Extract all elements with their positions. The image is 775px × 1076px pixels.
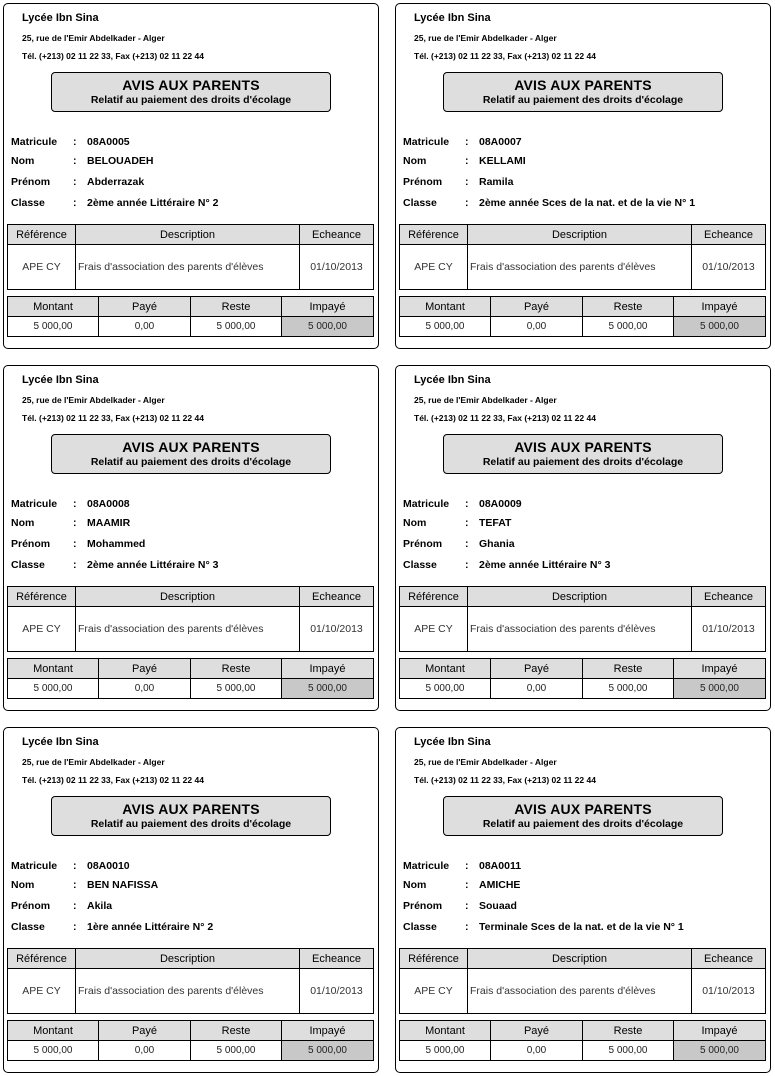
table-row [8, 1041, 374, 1061]
montant-cell: 5 000,00 [8, 1041, 99, 1061]
echeance-header: Echeance [692, 225, 766, 245]
amount-table [399, 1020, 766, 1061]
school-address: 25, rue de l'Emir Abdelkader - Alger [414, 757, 557, 767]
paye-cell: 0,00 [99, 317, 191, 337]
description-header: Description [76, 225, 300, 245]
matricule-label: Matricule [403, 498, 450, 510]
impaye-cell: 5 000,00 [674, 1041, 766, 1061]
amount-table [7, 658, 374, 699]
nom-label: Nom [11, 517, 35, 529]
nom-value: AMICHE [479, 879, 521, 891]
impaye-header: Impayé [282, 297, 374, 317]
prenom-value: Abderrazak [87, 176, 145, 188]
notice-card [3, 727, 379, 1073]
colon: : [465, 197, 469, 209]
notice-subtitle: Relatif au paiement des droits d'écolage [482, 94, 684, 106]
colon: : [73, 900, 77, 912]
matricule-value: 08A0008 [87, 498, 130, 510]
classe-value: 2ème année Sces de la nat. et de la vie N° 1 [479, 197, 696, 209]
reste-cell: 5 000,00 [191, 1041, 282, 1061]
table-header-row [8, 949, 374, 969]
colon: : [73, 498, 77, 510]
colon: : [73, 155, 77, 167]
reste-header: Reste [583, 659, 674, 679]
echeance-header: Echeance [300, 949, 374, 969]
montant-header: Montant [400, 659, 491, 679]
paye-cell: 0,00 [491, 1041, 583, 1061]
matricule-value: 08A0007 [479, 136, 522, 148]
reste-cell: 5 000,00 [583, 679, 674, 699]
school-name: Lycée Ibn Sina [414, 736, 491, 748]
fee-description-table [7, 224, 374, 290]
reference-cell: APE CY [8, 245, 76, 290]
reste-header: Reste [191, 297, 282, 317]
classe-label: Classe [403, 921, 437, 933]
nom-label: Nom [403, 155, 427, 167]
school-phone: Tél. (+213) 02 11 22 33, Fax (+213) 02 11 22 44 [414, 413, 596, 423]
school-phone: Tél. (+213) 02 11 22 33, Fax (+213) 02 11 22 44 [414, 775, 596, 785]
colon: : [465, 136, 469, 148]
table-row [8, 969, 374, 1014]
echeance-cell: 01/10/2013 [300, 969, 374, 1014]
matricule-label: Matricule [403, 136, 450, 148]
notice-title: AVIS AUX PARENTS [514, 801, 652, 817]
nom-label: Nom [11, 155, 35, 167]
paye-header: Payé [99, 297, 191, 317]
amount-table [399, 658, 766, 699]
montant-cell: 5 000,00 [400, 317, 491, 337]
classe-label: Classe [11, 197, 45, 209]
reference-cell: APE CY [400, 245, 468, 290]
impaye-header: Impayé [674, 297, 766, 317]
table-row [400, 317, 766, 337]
reference-cell: APE CY [400, 607, 468, 652]
prenom-value: Ramila [479, 176, 514, 188]
colon: : [465, 155, 469, 167]
impaye-cell: 5 000,00 [282, 1041, 374, 1061]
colon: : [73, 197, 77, 209]
colon: : [73, 136, 77, 148]
notice-card [395, 365, 771, 711]
table-row [8, 245, 374, 290]
impaye-header: Impayé [674, 1021, 766, 1041]
colon: : [73, 921, 77, 933]
echeance-cell: 01/10/2013 [300, 245, 374, 290]
table-row [8, 679, 374, 699]
nom-value: KELLAMI [479, 155, 526, 167]
paye-header: Payé [491, 297, 583, 317]
notice-card [395, 727, 771, 1073]
prenom-value: Ghania [479, 538, 515, 550]
nom-label: Nom [403, 517, 427, 529]
colon: : [465, 498, 469, 510]
nom-label: Nom [11, 879, 35, 891]
table-row [8, 317, 374, 337]
montant-cell: 5 000,00 [8, 679, 99, 699]
montant-header: Montant [8, 659, 99, 679]
table-header-row [400, 587, 766, 607]
notice-banner [51, 796, 331, 836]
notice-subtitle: Relatif au paiement des droits d'écolage [90, 456, 292, 468]
notice-banner [443, 434, 723, 474]
reste-header: Reste [191, 659, 282, 679]
fee-description-table [7, 948, 374, 1014]
notice-title: AVIS AUX PARENTS [514, 439, 652, 455]
classe-value: 2ème année Littéraire N° 3 [479, 559, 611, 571]
description-header: Description [76, 949, 300, 969]
colon: : [73, 879, 77, 891]
description-header: Description [76, 587, 300, 607]
notice-card [3, 365, 379, 711]
matricule-value: 08A0009 [479, 498, 522, 510]
impaye-cell: 5 000,00 [282, 317, 374, 337]
colon: : [465, 517, 469, 529]
montant-header: Montant [400, 297, 491, 317]
table-header-row [400, 297, 766, 317]
classe-value: Terminale Sces de la nat. et de la vie N° 1 [479, 921, 684, 933]
colon: : [465, 559, 469, 571]
reste-header: Reste [191, 1021, 282, 1041]
reste-cell: 5 000,00 [583, 317, 674, 337]
table-header-row [8, 587, 374, 607]
fee-description-table [399, 948, 766, 1014]
prenom-label: Prénom [11, 176, 51, 188]
colon: : [465, 879, 469, 891]
matricule-value: 08A0010 [87, 860, 130, 872]
notice-subtitle: Relatif au paiement des droits d'écolage [90, 94, 292, 106]
school-name: Lycée Ibn Sina [414, 12, 491, 24]
table-row [400, 679, 766, 699]
table-row [400, 1041, 766, 1061]
notice-subtitle: Relatif au paiement des droits d'écolage [90, 818, 292, 830]
montant-cell: 5 000,00 [400, 679, 491, 699]
description-cell: Frais d'association des parents d'élèves [76, 607, 300, 652]
school-phone: Tél. (+213) 02 11 22 33, Fax (+213) 02 11 22 44 [22, 413, 204, 423]
paye-cell: 0,00 [99, 1041, 191, 1061]
table-header-row [8, 297, 374, 317]
classe-value: 1ère année Littéraire N° 2 [87, 921, 214, 933]
table-header-row [400, 949, 766, 969]
classe-label: Classe [11, 921, 45, 933]
school-phone: Tél. (+213) 02 11 22 33, Fax (+213) 02 11 22 44 [22, 775, 204, 785]
classe-value: 2ème année Littéraire N° 3 [87, 559, 219, 571]
reference-header: Référence [400, 587, 468, 607]
paye-cell: 0,00 [491, 317, 583, 337]
paye-header: Payé [99, 659, 191, 679]
notice-title: AVIS AUX PARENTS [122, 439, 260, 455]
montant-cell: 5 000,00 [400, 1041, 491, 1061]
school-address: 25, rue de l'Emir Abdelkader - Alger [414, 33, 557, 43]
colon: : [73, 538, 77, 550]
table-row [8, 607, 374, 652]
impaye-header: Impayé [282, 1021, 374, 1041]
paye-cell: 0,00 [491, 679, 583, 699]
description-cell: Frais d'association des parents d'élèves [76, 969, 300, 1014]
notice-title: AVIS AUX PARENTS [122, 801, 260, 817]
colon: : [73, 559, 77, 571]
nom-value: TEFAT [479, 517, 512, 529]
description-header: Description [468, 225, 692, 245]
nom-value: BEN NAFISSA [87, 879, 159, 891]
school-name: Lycée Ibn Sina [22, 374, 99, 386]
classe-value: 2ème année Littéraire N° 2 [87, 197, 219, 209]
reste-cell: 5 000,00 [191, 679, 282, 699]
school-name: Lycée Ibn Sina [414, 374, 491, 386]
reste-header: Reste [583, 1021, 674, 1041]
colon: : [465, 176, 469, 188]
reference-header: Référence [8, 949, 76, 969]
school-address: 25, rue de l'Emir Abdelkader - Alger [22, 33, 165, 43]
colon: : [73, 176, 77, 188]
prenom-label: Prénom [11, 538, 51, 550]
paye-header: Payé [491, 659, 583, 679]
montant-header: Montant [8, 1021, 99, 1041]
reference-header: Référence [400, 949, 468, 969]
montant-cell: 5 000,00 [8, 317, 99, 337]
notice-banner [443, 72, 723, 112]
echeance-header: Echeance [692, 949, 766, 969]
colon: : [73, 860, 77, 872]
table-header-row [400, 1021, 766, 1041]
matricule-value: 08A0005 [87, 136, 130, 148]
reste-cell: 5 000,00 [191, 317, 282, 337]
table-row [400, 969, 766, 1014]
colon: : [465, 921, 469, 933]
prenom-label: Prénom [11, 900, 51, 912]
nom-value: MAAMIR [87, 517, 131, 529]
colon: : [465, 538, 469, 550]
table-header-row [400, 225, 766, 245]
matricule-label: Matricule [11, 136, 58, 148]
nom-label: Nom [403, 879, 427, 891]
notice-banner [51, 434, 331, 474]
impaye-header: Impayé [674, 659, 766, 679]
notice-title: AVIS AUX PARENTS [514, 77, 652, 93]
montant-header: Montant [400, 1021, 491, 1041]
school-phone: Tél. (+213) 02 11 22 33, Fax (+213) 02 11 22 44 [22, 51, 204, 61]
description-header: Description [468, 949, 692, 969]
echeance-cell: 01/10/2013 [692, 969, 766, 1014]
echeance-cell: 01/10/2013 [692, 245, 766, 290]
table-header-row [8, 225, 374, 245]
table-header-row [8, 1021, 374, 1041]
prenom-value: Souaad [479, 900, 517, 912]
description-cell: Frais d'association des parents d'élèves [468, 969, 692, 1014]
description-cell: Frais d'association des parents d'élèves [468, 607, 692, 652]
fee-description-table [399, 586, 766, 652]
prenom-value: Akila [87, 900, 113, 912]
notice-card [395, 3, 771, 349]
reference-header: Référence [400, 225, 468, 245]
notice-title: AVIS AUX PARENTS [122, 77, 260, 93]
description-cell: Frais d'association des parents d'élèves [76, 245, 300, 290]
description-header: Description [468, 587, 692, 607]
reste-cell: 5 000,00 [583, 1041, 674, 1061]
notice-banner [51, 72, 331, 112]
impaye-cell: 5 000,00 [282, 679, 374, 699]
reste-header: Reste [583, 297, 674, 317]
paye-header: Payé [491, 1021, 583, 1041]
reference-header: Référence [8, 225, 76, 245]
notice-subtitle: Relatif au paiement des droits d'écolage [482, 456, 684, 468]
paye-header: Payé [99, 1021, 191, 1041]
matricule-label: Matricule [11, 498, 58, 510]
matricule-label: Matricule [11, 860, 58, 872]
matricule-label: Matricule [403, 860, 450, 872]
fee-description-table [7, 586, 374, 652]
echeance-cell: 01/10/2013 [300, 607, 374, 652]
prenom-label: Prénom [403, 538, 443, 550]
description-cell: Frais d'association des parents d'élèves [468, 245, 692, 290]
matricule-value: 08A0011 [479, 860, 522, 872]
amount-table [399, 296, 766, 337]
reference-cell: APE CY [8, 607, 76, 652]
impaye-cell: 5 000,00 [674, 317, 766, 337]
nom-value: BELOUADEH [87, 155, 154, 167]
echeance-header: Echeance [692, 587, 766, 607]
classe-label: Classe [403, 197, 437, 209]
prenom-value: Mohammed [87, 538, 146, 550]
echeance-header: Echeance [300, 225, 374, 245]
amount-table [7, 1020, 374, 1061]
school-name: Lycée Ibn Sina [22, 736, 99, 748]
classe-label: Classe [403, 559, 437, 571]
reference-header: Référence [8, 587, 76, 607]
school-phone: Tél. (+213) 02 11 22 33, Fax (+213) 02 11 22 44 [414, 51, 596, 61]
table-header-row [8, 659, 374, 679]
echeance-header: Echeance [300, 587, 374, 607]
table-row [400, 245, 766, 290]
notice-banner [443, 796, 723, 836]
classe-label: Classe [11, 559, 45, 571]
notice-card [3, 3, 379, 349]
school-name: Lycée Ibn Sina [22, 12, 99, 24]
impaye-header: Impayé [282, 659, 374, 679]
reference-cell: APE CY [8, 969, 76, 1014]
colon: : [73, 517, 77, 529]
prenom-label: Prénom [403, 900, 443, 912]
table-row [400, 607, 766, 652]
colon: : [465, 860, 469, 872]
montant-header: Montant [8, 297, 99, 317]
school-address: 25, rue de l'Emir Abdelkader - Alger [22, 395, 165, 405]
reference-cell: APE CY [400, 969, 468, 1014]
school-address: 25, rue de l'Emir Abdelkader - Alger [414, 395, 557, 405]
echeance-cell: 01/10/2013 [692, 607, 766, 652]
prenom-label: Prénom [403, 176, 443, 188]
impaye-cell: 5 000,00 [674, 679, 766, 699]
amount-table [7, 296, 374, 337]
school-address: 25, rue de l'Emir Abdelkader - Alger [22, 757, 165, 767]
fee-description-table [399, 224, 766, 290]
notice-subtitle: Relatif au paiement des droits d'écolage [482, 818, 684, 830]
table-header-row [400, 659, 766, 679]
paye-cell: 0,00 [99, 679, 191, 699]
colon: : [465, 900, 469, 912]
